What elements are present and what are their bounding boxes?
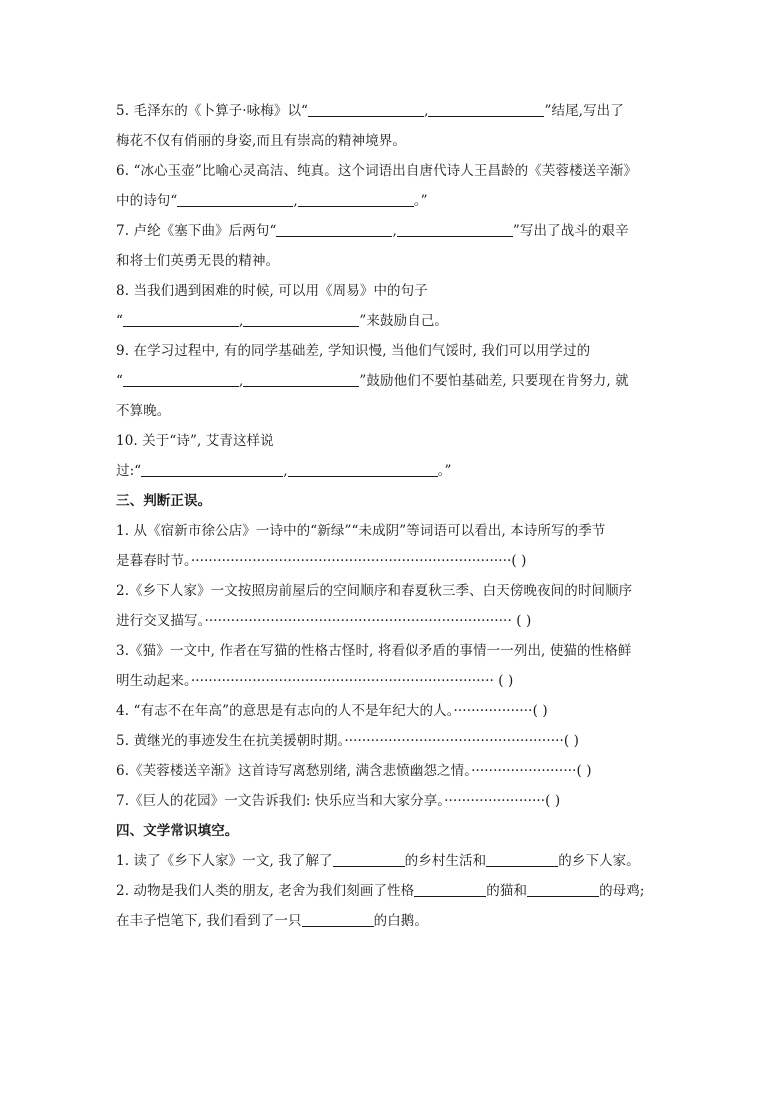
question-text: 的白鹅。 — [373, 913, 428, 929]
question-text: ”写出了战斗的艰辛 — [512, 223, 629, 239]
question-text: 7. 卢纶《塞下曲》后两句“ — [116, 223, 277, 239]
section-3-heading: 三、判断正误。 — [116, 493, 212, 509]
question-text: “ — [116, 313, 124, 329]
answer-blank[interactable] — [298, 192, 414, 207]
question-text: 。” — [413, 193, 428, 209]
question-text: 过:“ — [116, 463, 142, 479]
comma: , — [239, 373, 244, 389]
answer-blank[interactable] — [123, 312, 239, 327]
answer-blank[interactable] — [414, 882, 486, 897]
question-text: 2. 动物是我们人类的朋友, 老舍为我们刻画了性格 — [116, 883, 415, 899]
question-7-line-1 — [116, 216, 676, 246]
question-text: 。” — [437, 463, 452, 479]
question-text: ”鼓励他们不要怕基础差, 只要现在肯努力, 就 — [359, 373, 629, 389]
question-text: “ — [116, 373, 124, 389]
question-7-line-2: 和将士们英勇无畏的精神。 — [116, 253, 280, 269]
question-8-line-1: 8. 当我们遇到困难的时候, 可以用《周易》中的句子 — [116, 283, 428, 299]
question-5-line-1 — [116, 96, 676, 126]
question-text: 的母鸡; — [599, 883, 645, 899]
comma: , — [424, 103, 429, 119]
question-9-line-3: 不算晚。 — [116, 403, 171, 419]
worksheet-page — [116, 96, 676, 936]
judge-item-3-line-2: 明生动起来。····································································· ( ) — [116, 673, 514, 689]
question-6-line-2 — [116, 186, 676, 216]
answer-blank[interactable] — [428, 102, 544, 117]
answer-blank[interactable] — [243, 372, 359, 387]
answer-blank[interactable] — [123, 372, 239, 387]
answer-blank[interactable] — [288, 462, 438, 477]
literature-question-2-line-2 — [116, 906, 676, 936]
comma: , — [293, 193, 298, 209]
comma: , — [283, 463, 288, 479]
answer-blank[interactable] — [302, 912, 374, 927]
answer-blank[interactable] — [527, 882, 599, 897]
literature-question-1 — [116, 846, 676, 876]
answer-blank[interactable] — [177, 192, 293, 207]
judge-item-4: 4. “有志不在年高”的意思是有志向的人不是年纪大的人。··················( ) — [116, 703, 548, 719]
comma: , — [239, 313, 244, 329]
judge-item-5: 5. 黄继光的事迹发生在抗美援朝时期。··················································( ) — [116, 733, 580, 749]
question-text: 的猫和 — [486, 883, 528, 899]
question-10-line-1: 10. 关于“诗”, 艾青这样说 — [116, 433, 274, 449]
literature-question-2-line-1 — [116, 876, 676, 906]
judge-item-2-line-1: 2.《乡下人家》一文按照房前屋后的空间顺序和春夏秋三季、白天傍晚夜间的时间顺序 — [116, 583, 633, 599]
judge-item-1-line-1: 1. 从《宿新市徐公店》一诗中的“新绿”“未成阴”等词语可以看出, 本诗所写的季节 — [116, 523, 606, 539]
judge-item-7: 7.《巨人的花园》一文告诉我们: 快乐应当和大家分享。·······················( ) — [116, 793, 561, 809]
question-text: 的乡村生活和 — [404, 853, 487, 869]
question-9-line-2 — [116, 366, 676, 396]
comma: , — [392, 223, 397, 239]
answer-blank[interactable] — [397, 222, 513, 237]
answer-blank[interactable] — [486, 852, 558, 867]
question-text: ”来鼓励自己。 — [359, 313, 449, 329]
judge-item-2-line-2: 进行交叉描写。······································································ ( ) — [116, 613, 532, 629]
question-text: 的乡下人家。 — [558, 853, 640, 869]
judge-item-6: 6.《芙蓉楼送辛渐》这首诗写离愁别绪, 满含悲愤幽怨之情。························( ) — [116, 763, 592, 779]
question-5-line-2: 梅花不仅有俏丽的身姿,而且有崇高的精神境界。 — [116, 133, 406, 149]
question-6-line-1: 6. “冰心玉壶”比喻心灵高洁、纯真。这个词语出自唐代诗人王昌龄的《芙蓉楼送辛渐》 — [116, 163, 638, 179]
question-9-line-1: 9. 在学习过程中, 有的同学基础差, 学知识慢, 当他们气馁时, 我们可以用学过的 — [116, 343, 591, 359]
answer-blank[interactable] — [243, 312, 359, 327]
question-text: 1. 读了《乡下人家》一文, 我了解了 — [116, 853, 333, 869]
answer-blank[interactable] — [276, 222, 392, 237]
question-text: 5. 毛泽东的《卜算子·咏梅》以“ — [116, 103, 309, 119]
question-text: 在丰子恺笔下, 我们看到了一只 — [116, 913, 302, 929]
question-text: 中的诗句“ — [116, 193, 178, 209]
judge-item-1-line-2: 是暮春时节。·········································································( ) — [116, 553, 527, 569]
section-4-heading: 四、文学常识填空。 — [116, 823, 239, 839]
question-8-line-2 — [116, 306, 676, 336]
judge-item-3-line-1: 3.《猫》一文中, 作者在写猫的性格古怪时, 将看似矛盾的事情一一列出, 使猫的性格鲜 — [116, 643, 632, 659]
answer-blank[interactable] — [141, 462, 283, 477]
question-10-line-2 — [116, 456, 676, 486]
question-text: ”结尾,写出了 — [544, 103, 624, 119]
answer-blank[interactable] — [333, 852, 405, 867]
answer-blank[interactable] — [308, 102, 424, 117]
